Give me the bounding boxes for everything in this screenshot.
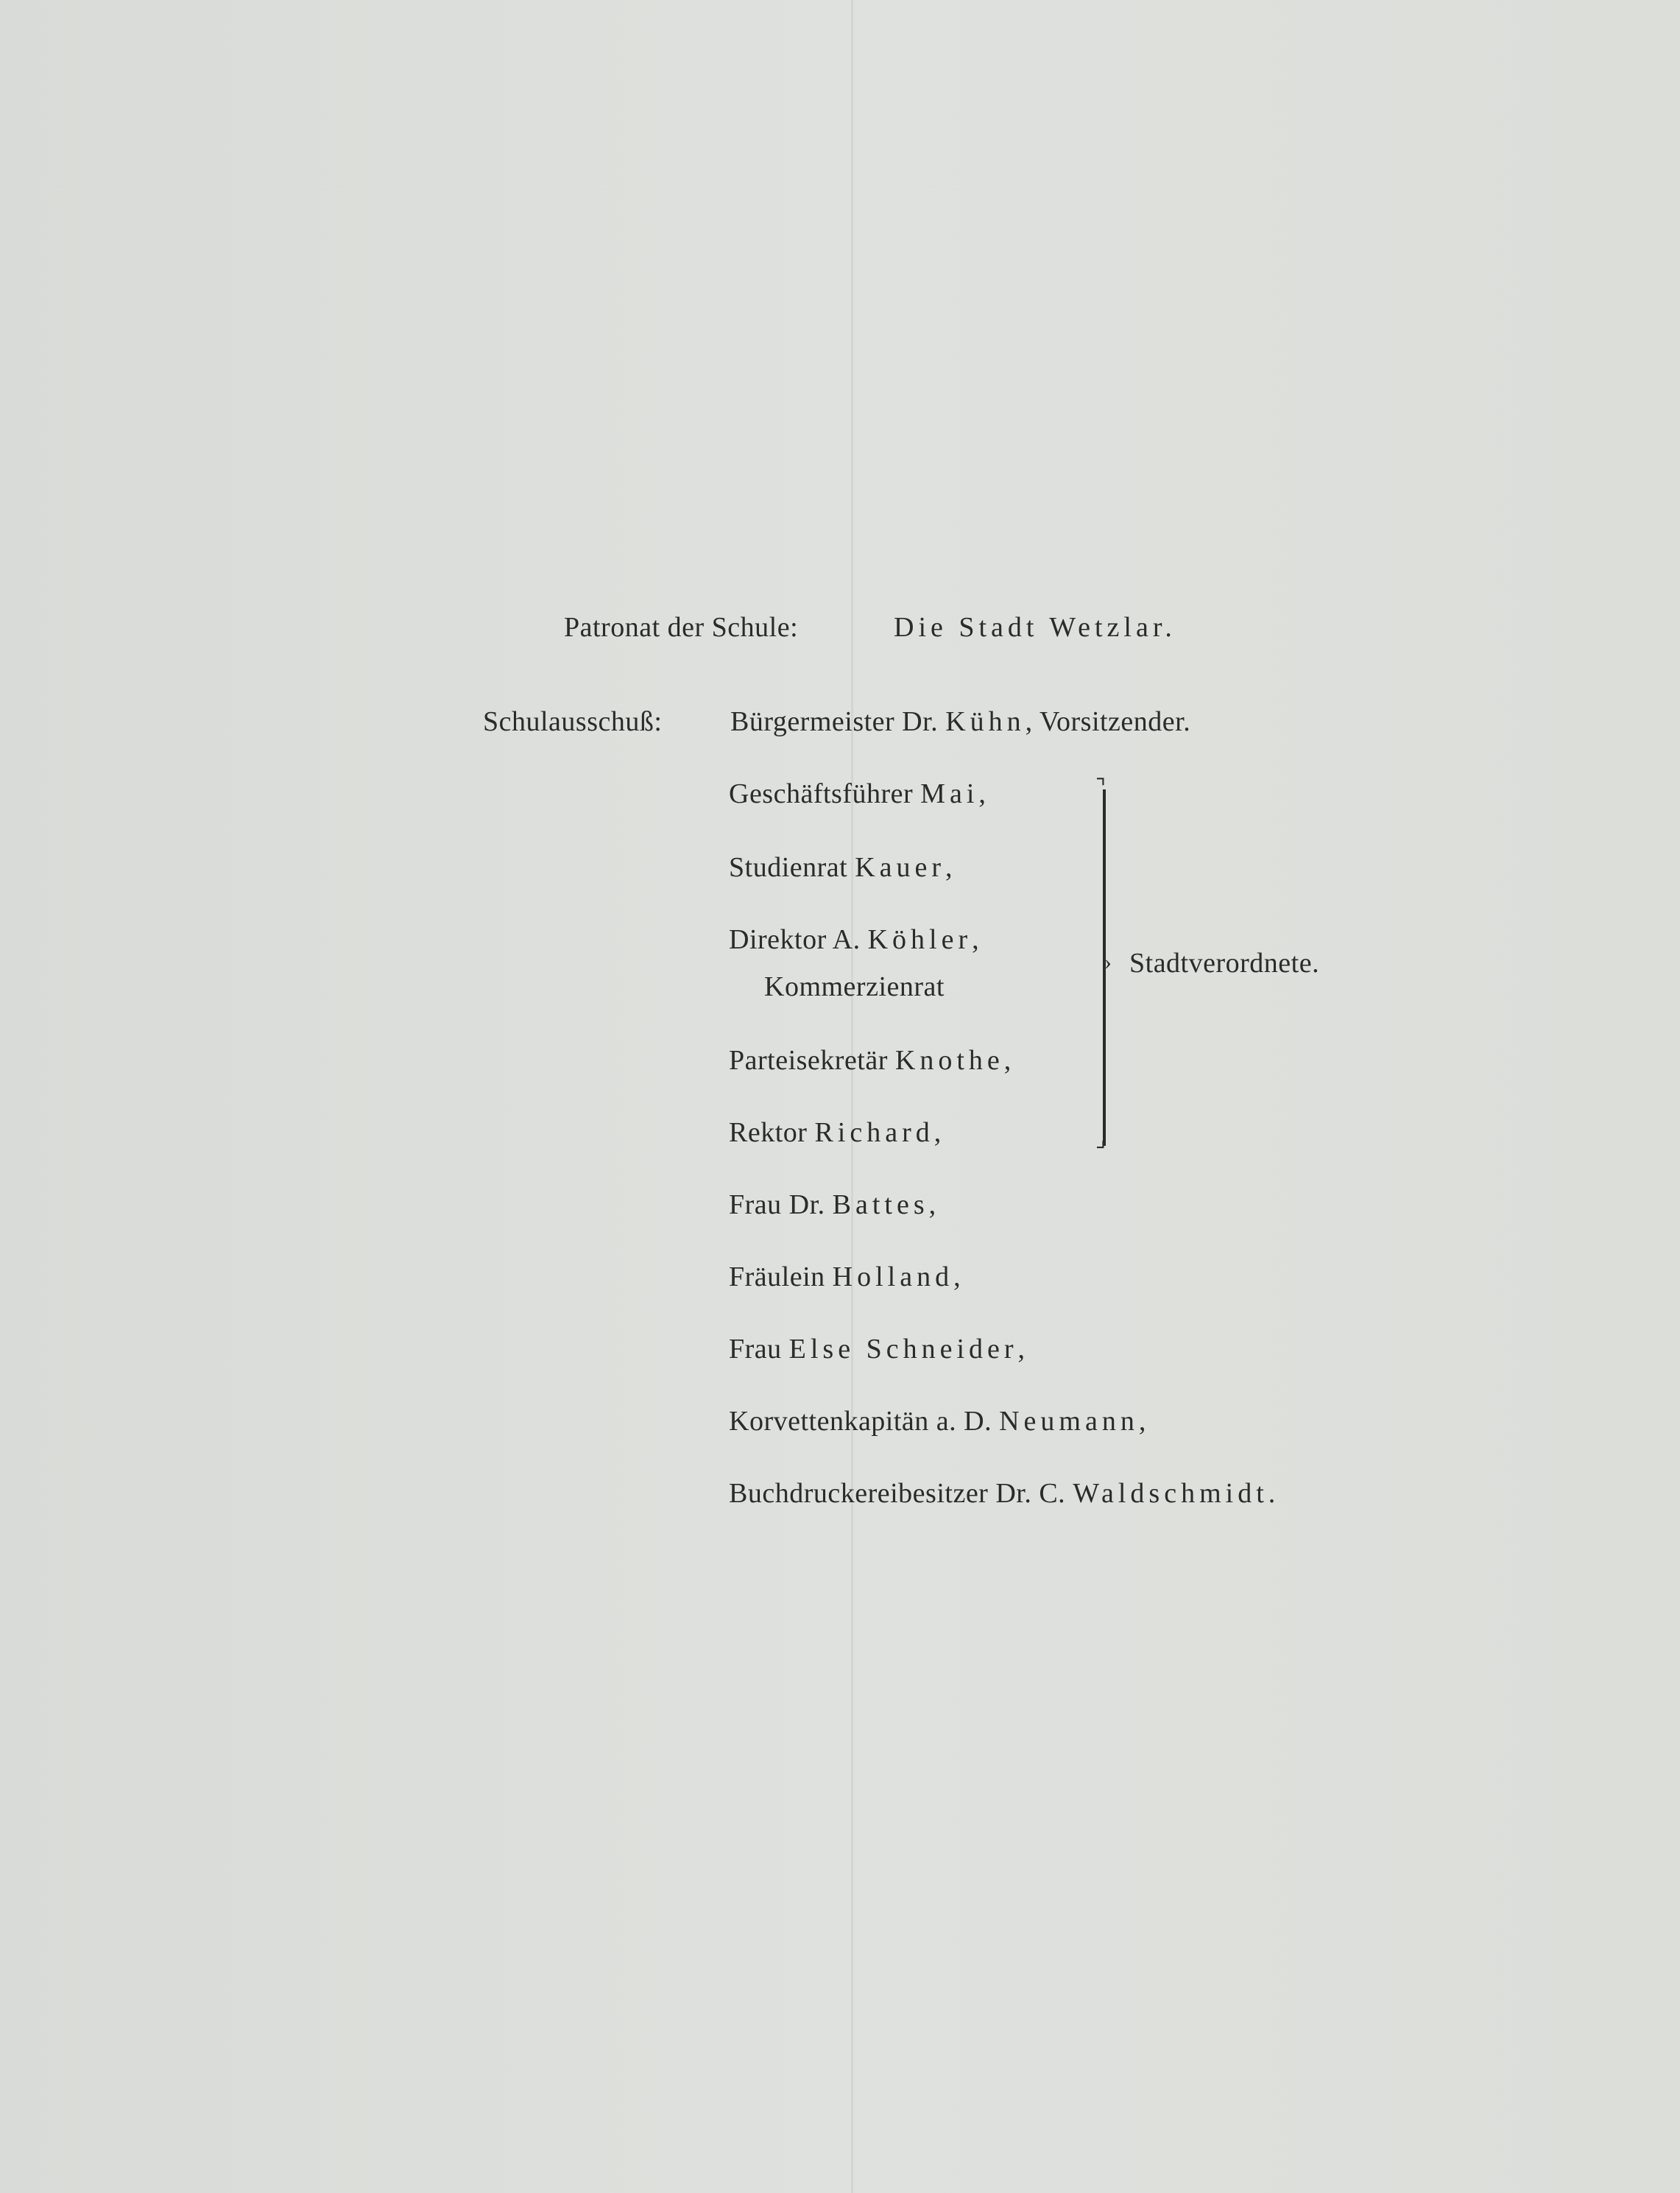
patronat-label: Patronat der Schule: [564,612,799,643]
member-suffix: , [928,1189,936,1220]
chair-suffix: , Vorsitzender. [1025,706,1191,737]
member-suffix: . [1268,1478,1276,1509]
member-role: Korvettenkapitän a. D. [729,1406,992,1437]
bracket-top: ⌝ [1095,775,1107,800]
member-line [729,1116,942,1149]
member-role: Frau Dr. [729,1189,825,1220]
member-name: Neumann [999,1406,1139,1437]
member-name: Else Schneider [788,1334,1018,1365]
member-line [729,1044,1012,1077]
member-line [729,1333,1026,1365]
member-name: Köhler [867,924,973,955]
member-suffix: , [933,1117,942,1148]
member-line [729,1261,961,1293]
member-name: Battes [832,1189,929,1220]
bracket-middle: › [1104,950,1112,974]
member-role: Buchdruckereibesitzer Dr. C. [729,1478,1066,1509]
member-line [729,1189,936,1221]
member-role: Rektor [729,1117,808,1148]
member-name: Waldschmidt [1073,1478,1268,1509]
member-role: Studienrat [729,852,848,883]
bracket-bottom: ⌟ [1095,1127,1107,1152]
paper-fold [851,0,853,2193]
member-role: Parteisekretär [729,1045,888,1076]
schulausschuss-label: Schulausschuß: [483,706,663,737]
chair-role: Bürgermeister Dr. [730,706,939,737]
member-name: Richard [814,1117,934,1148]
member-name: Mai [920,778,979,809]
chair-line [730,705,1190,738]
member-line [729,778,986,810]
member-role: Frau [729,1334,782,1365]
member-name: Knothe [894,1045,1004,1076]
patronat-value: Die Stadt Wetzlar. [894,612,1176,643]
member-suffix: , [945,852,953,883]
member-role: Geschäftsführer [729,778,914,809]
member-line [729,1477,1276,1510]
member-suffix: , [953,1261,961,1292]
member-name: Holland [832,1261,954,1292]
member-suffix: , [1017,1334,1026,1365]
bracket-label: Stadtverordnete. [1129,948,1320,979]
member-line [729,1405,1146,1437]
chair-name: Kühn [945,706,1026,737]
member-line [729,851,953,884]
member-suffix: , [1138,1406,1146,1437]
member-suffix: , [972,924,980,955]
member-role: Direktor A. [729,924,861,955]
member-suffix: , [978,778,987,809]
member-role: Fräulein [729,1261,825,1292]
member-subtitle: Kommerzienrat [764,971,945,1002]
member-name: Kauer [855,852,946,883]
member-line [729,923,979,956]
member-suffix: , [1003,1045,1012,1076]
